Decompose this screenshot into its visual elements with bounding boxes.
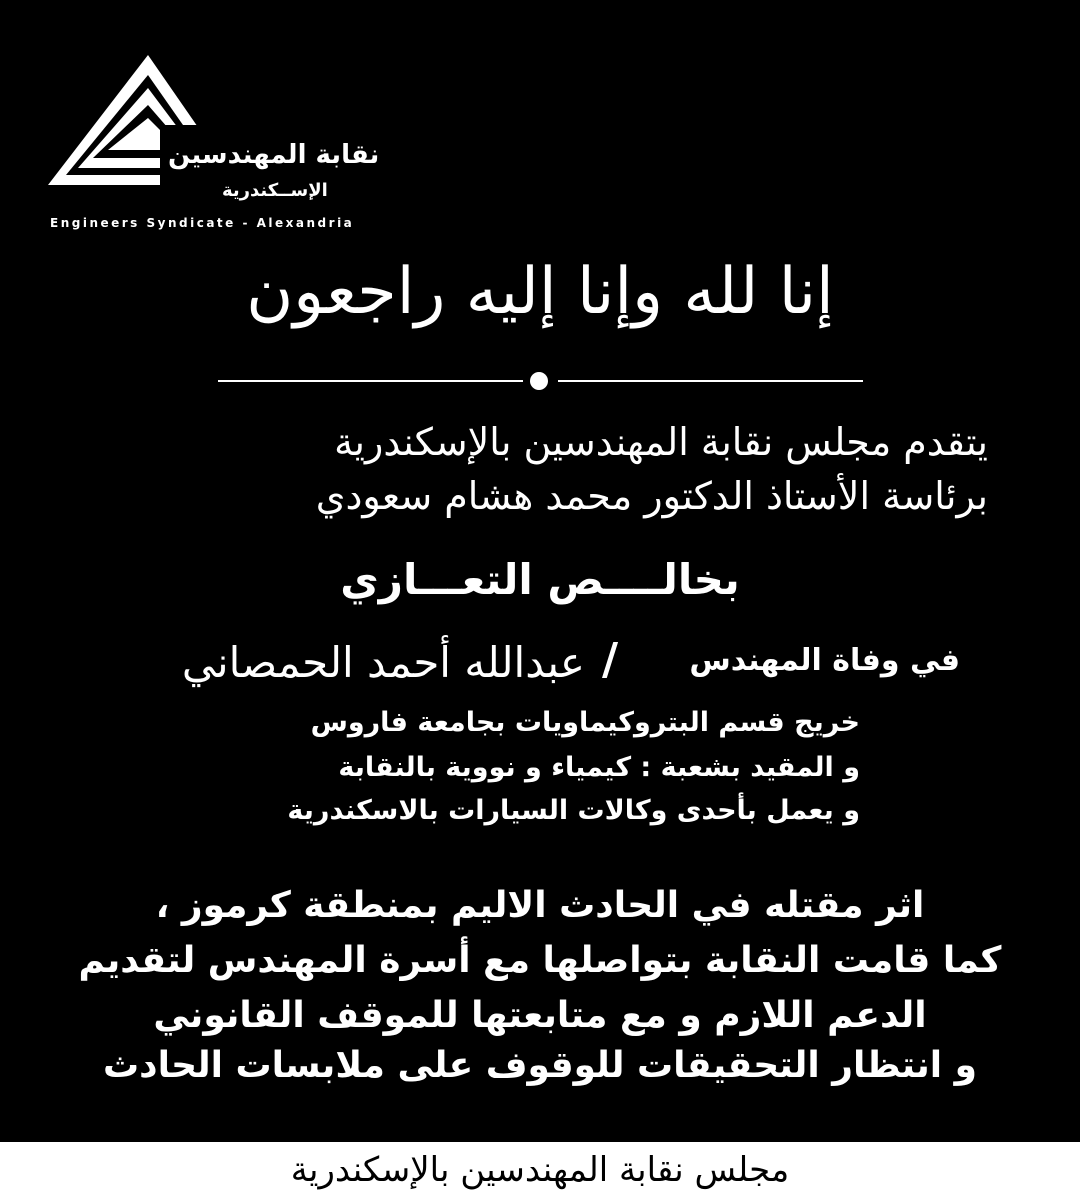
paragraph-line: الدعم اللازم و مع متابعتها للموقف القانوني bbox=[153, 995, 927, 1036]
condolence-heading: بخالــــص التعـــازي bbox=[340, 555, 740, 604]
council-line: يتقدم مجلس نقابة المهندسين بالإسكندرية bbox=[334, 420, 988, 464]
paragraph-line: و انتظار التحقيقات للوقوف على ملابسات الحادث bbox=[102, 1045, 978, 1086]
detail-line: و يعمل بأحدى وكالات السيارات بالاسكندرية bbox=[287, 795, 860, 826]
logo-city-ar: الإســكندرية bbox=[222, 180, 328, 201]
detail-line: و المقيد بشعبة : كيمياء و نووية بالنقابة bbox=[338, 752, 860, 783]
death-prefix: في وفاة المهندس bbox=[689, 643, 960, 678]
deceased-name: عبدالله أحمد الحمصاني bbox=[181, 638, 585, 687]
quran-verse: إنا لله وإنا إليه راجعون bbox=[246, 255, 834, 329]
footer-bar bbox=[0, 1142, 1080, 1201]
chairman-line: برئاسة الأستاذ الدكتور محمد هشام سعودي bbox=[315, 474, 988, 518]
name-separator: / bbox=[602, 634, 619, 685]
line-dot-divider bbox=[218, 372, 863, 390]
detail-line: خريج قسم البتروكيماويات بجامعة فاروس bbox=[310, 707, 860, 738]
paragraph-line: اثر مقتله في الحادث الاليم بمنطقة كرموز ، bbox=[155, 885, 925, 926]
logo-name-en: Engineers Syndicate - Alexandria bbox=[50, 216, 355, 230]
logo-title-ar: نقابة المهندسين bbox=[168, 140, 380, 170]
footer-signature: مجلس نقابة المهندسين بالإسكندرية bbox=[290, 1150, 790, 1190]
syndicate-logo bbox=[40, 50, 380, 235]
paragraph-line: كما قامت النقابة بتواصلها مع أسرة المهندس لتقديم bbox=[78, 940, 1002, 981]
